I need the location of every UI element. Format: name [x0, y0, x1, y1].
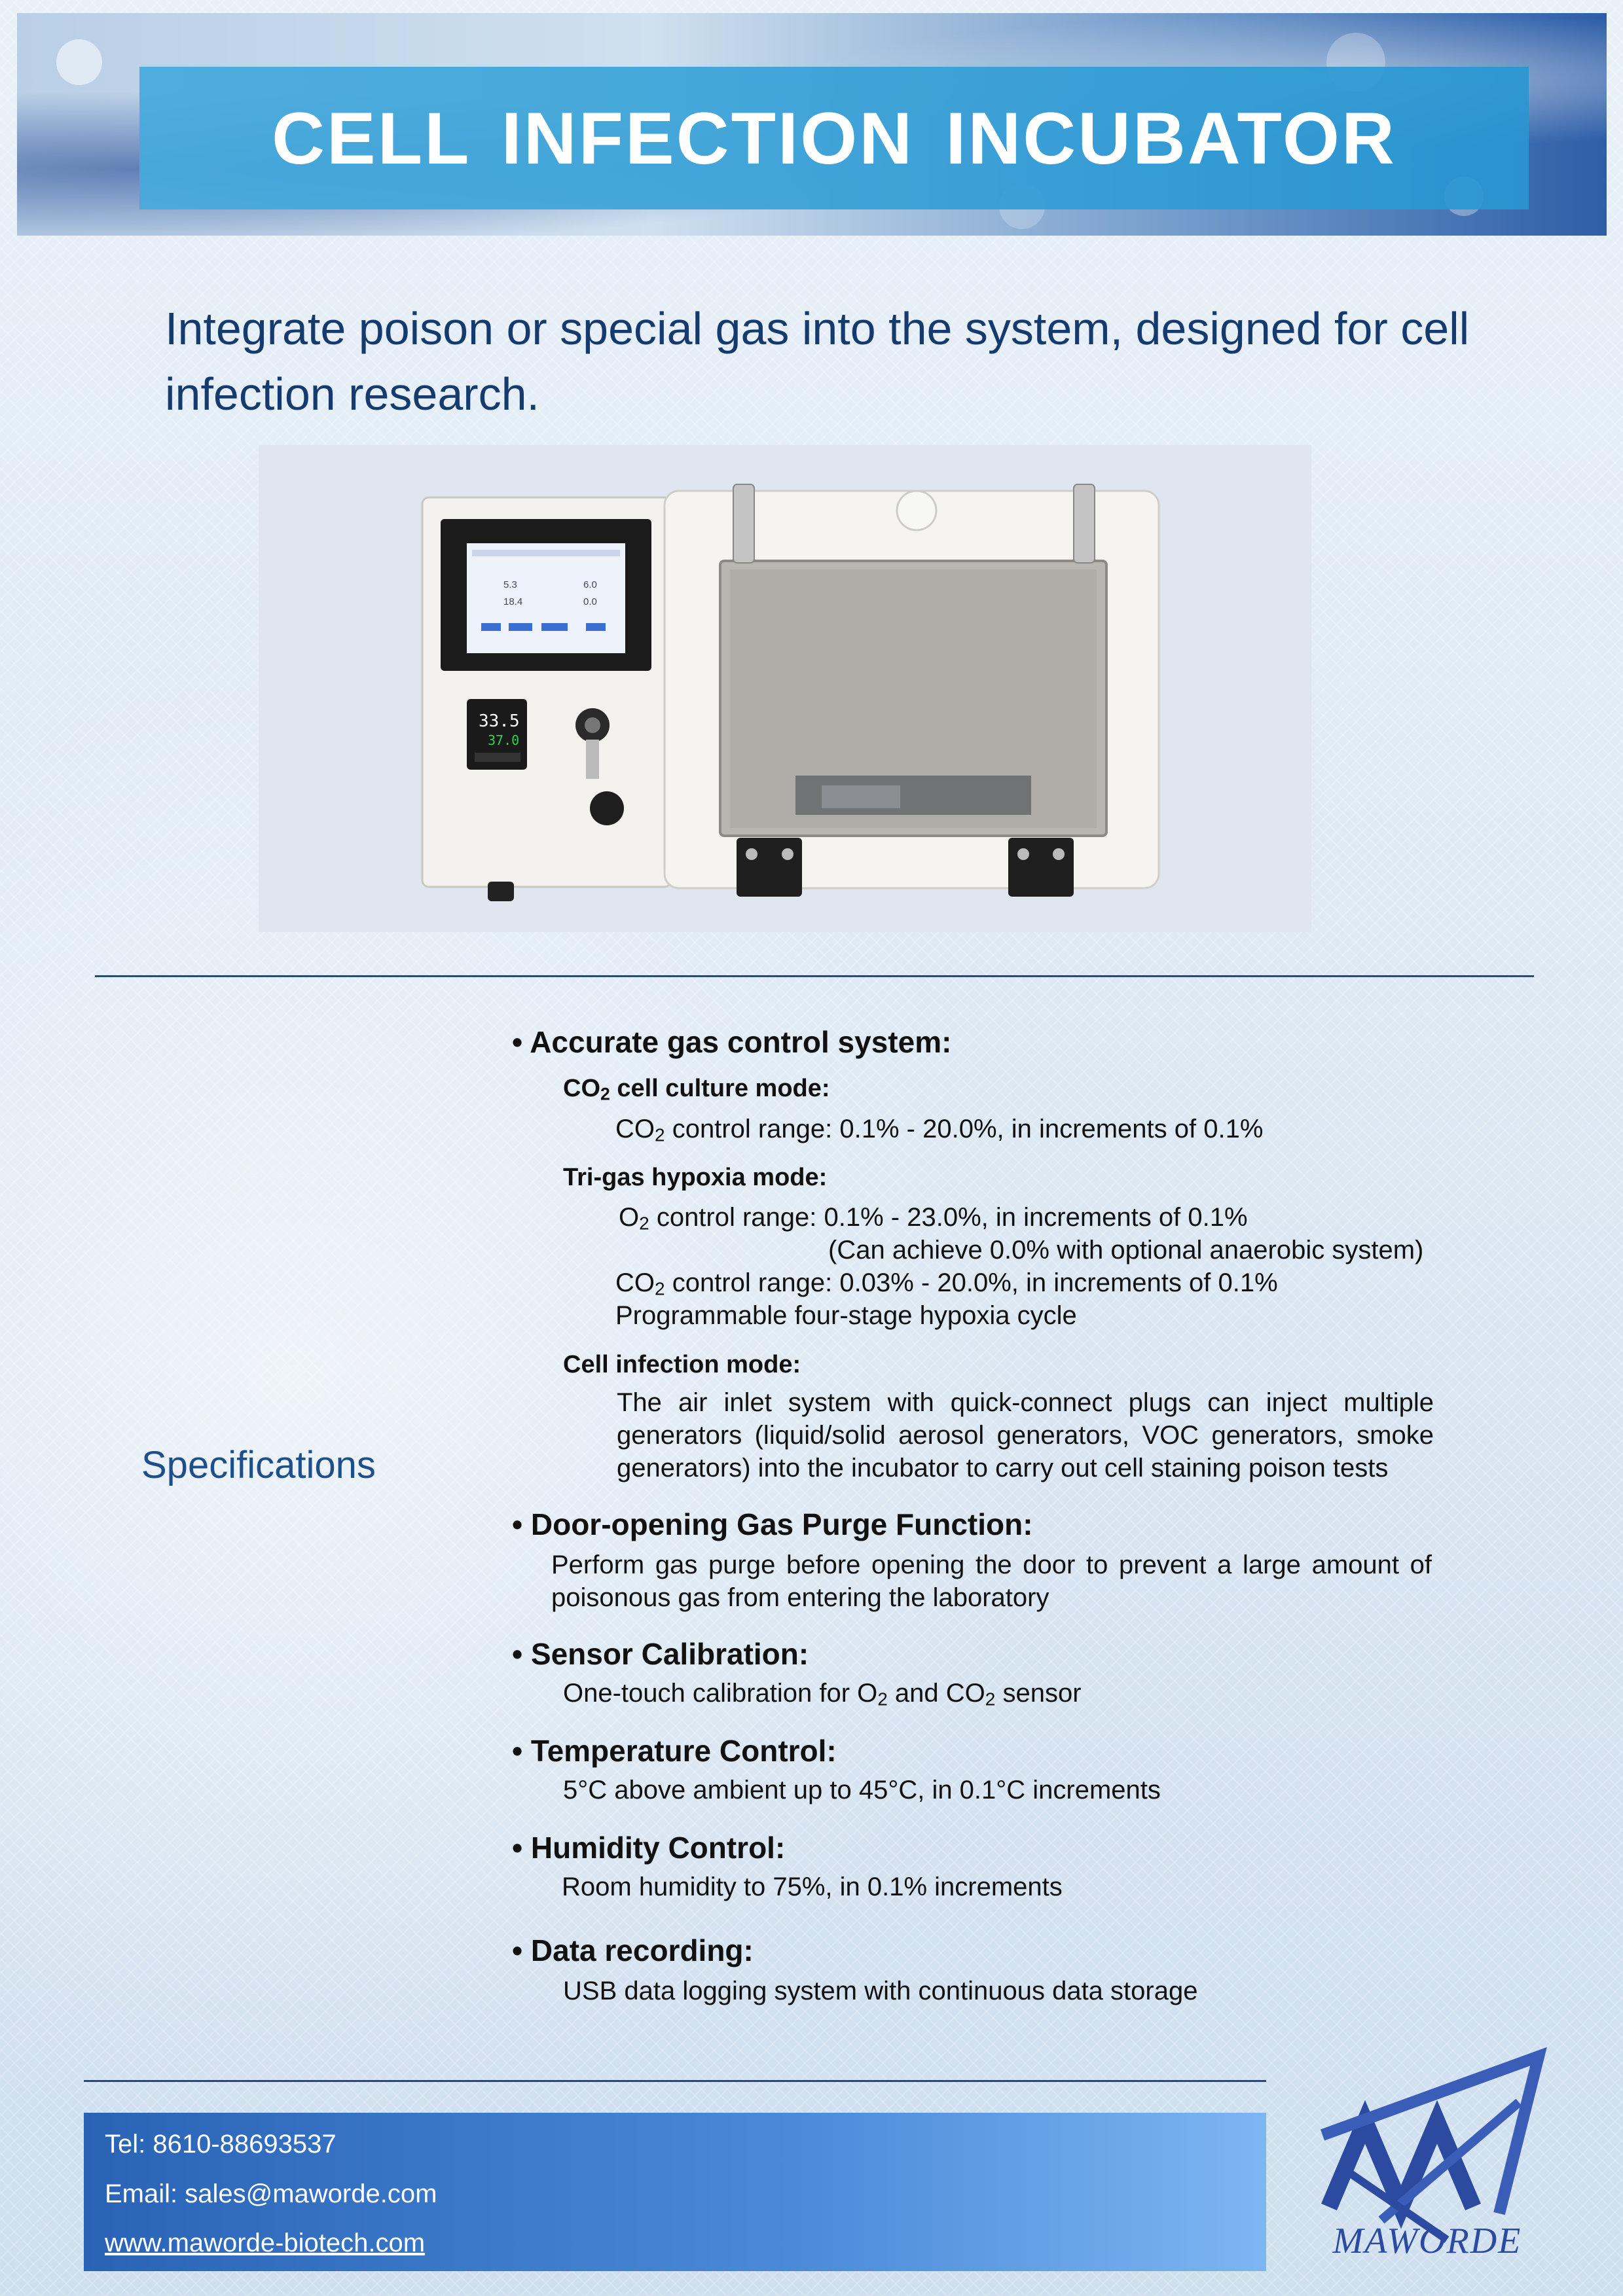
contact-email[interactable]: Email: sales@maworde.com [105, 2179, 437, 2208]
page-title: CELL INFECTION INCUBATOR [272, 97, 1396, 179]
bullet-icon: • [512, 1734, 531, 1768]
co2-mode-heading: $CO_2$ cell culture mode: [563, 1075, 830, 1104]
screen-value: 6.0 [583, 579, 597, 590]
intro-text: Integrate poison or special gas into the system, designed for cell infection research. [165, 303, 1470, 420]
header-banner [17, 13, 1607, 236]
trigas-o2-note: (Can achieve 0.0% with optional anaerobic system) [828, 1236, 1424, 1265]
screen-value: 18.4 [503, 596, 523, 607]
temperature-text: 5°C above ambient up to 45°C, in 0.1°C increments [563, 1776, 1161, 1804]
infection-heading: Cell infection mode: [563, 1351, 801, 1378]
temp-setpoint: 37.0 [488, 732, 520, 748]
temp-readout: 33.5 [479, 711, 520, 731]
footer-divider [84, 2080, 1266, 2082]
trigas-o2-range: $O_2$ control range: 0.1% - 23.0%, in increments of 0.1% [619, 1203, 1248, 1234]
contact-tel: Tel: 8610-88693537 [105, 2130, 337, 2159]
specifications-label: Specifications [141, 1444, 376, 1486]
spec-heading-door: • Door-opening Gas Purge Function: [512, 1507, 1033, 1541]
screen-value: 0.0 [583, 596, 597, 607]
trigas-heading: Tri-gas hypoxia mode: [563, 1164, 828, 1191]
title-box [139, 67, 1529, 209]
incubator-illustration [259, 445, 1311, 932]
dna-helix-decoration [56, 39, 102, 85]
humidity-text: Room humidity to 75%, in 0.1% increments [562, 1873, 1063, 1901]
co2-mode-range: $CO_2$ control range: 0.1% - 20.0%, in increments of 0.1% [615, 1115, 1264, 1145]
bullet-icon: • [512, 1025, 530, 1059]
logo-wordmark: MAWORDE [1332, 2221, 1522, 2261]
bullet-icon: • [512, 1637, 531, 1671]
bullet-icon: • [512, 1933, 531, 1967]
trigas-cycle: Programmable four-stage hypoxia cycle [615, 1301, 1077, 1330]
spec-heading-gas: • Accurate gas control system: [512, 1025, 952, 1059]
contact-bar [84, 2113, 1266, 2271]
contact-website-link[interactable]: www.maworde-biotech.com [105, 2229, 426, 2257]
spec-heading-data: • Data recording: [512, 1933, 754, 1967]
screen-value: 5.3 [503, 579, 517, 590]
spec-heading-sensor: • Sensor Calibration: [512, 1637, 809, 1671]
product-photo [259, 445, 1311, 932]
bullet-icon: • [512, 1831, 531, 1865]
sensor-text: One-touch calibration for $O_2$ and $CO_2$ sensor [563, 1679, 1082, 1710]
infection-text: The air inlet system with quick-connect plugs can inject multiple generators (liquid/solid aerosol generators, VOC generators, smoke generators) into the incubator to carry out cell staining poison tests [617, 1388, 1434, 1482]
bullet-icon: • [512, 1507, 531, 1541]
trigas-co2-range: $CO_2$ control range: 0.03% - 20.0%, in increments of 0.1% [615, 1268, 1278, 1299]
spec-heading-humidity: • Humidity Control: [512, 1831, 786, 1865]
spec-heading-temperature: • Temperature Control: [512, 1734, 837, 1768]
data-recording-text: USB data logging system with continuous data storage [563, 1977, 1198, 2005]
section-divider [95, 975, 1534, 977]
door-purge-text: Perform gas purge before opening the door to prevent a large amount of poisonous gas from entering the laboratory [551, 1551, 1432, 1612]
